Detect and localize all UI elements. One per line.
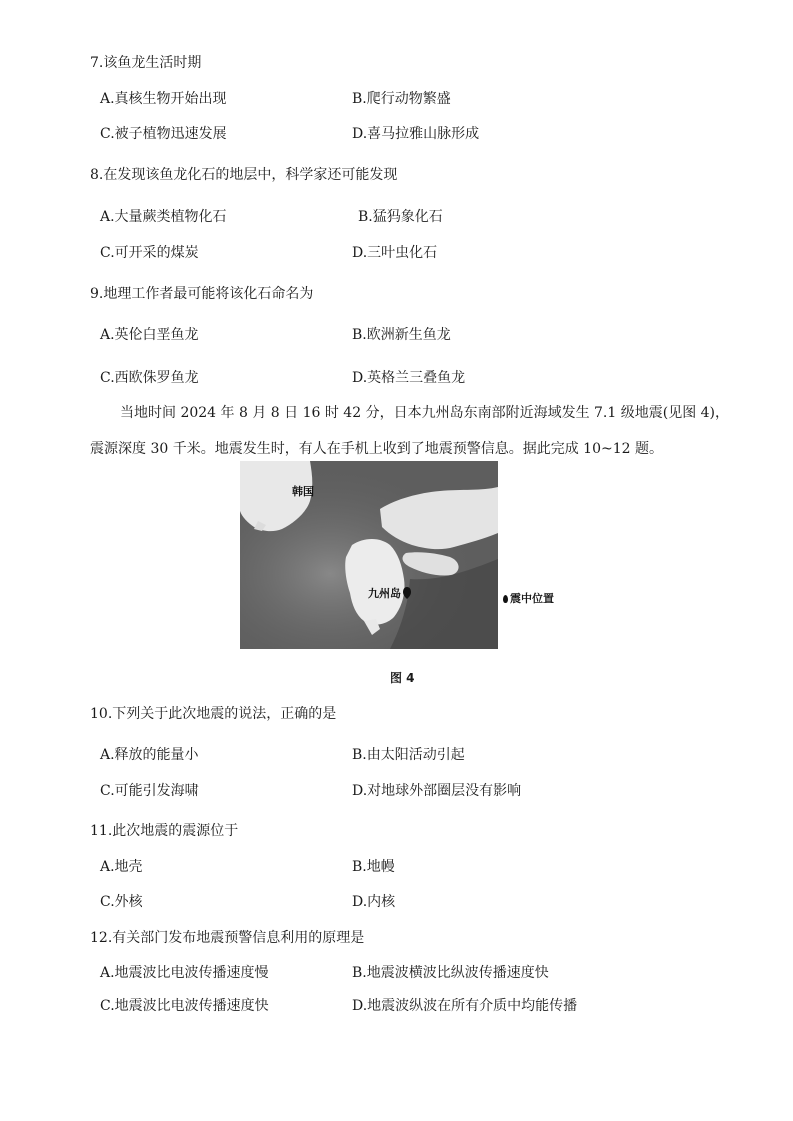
question-12-option-b: B.地震波横波比纵波传播速度快 xyxy=(352,965,549,981)
question-11-option-c: C.外核 xyxy=(100,894,143,910)
question-8-stem: 8.在发现该鱼龙化石的地层中，科学家还可能发现 xyxy=(90,167,398,183)
epicenter-legend-icon xyxy=(503,595,508,603)
figure-caption: 图 4 xyxy=(390,671,415,685)
question-10-option-c: C.可能引发海啸 xyxy=(100,783,199,799)
map-figure xyxy=(240,461,498,649)
question-11-option-b: B.地幔 xyxy=(352,859,395,875)
question-9-option-a: A.英伦白垩鱼龙 xyxy=(100,327,199,343)
question-8-option-c: C.可开采的煤炭 xyxy=(100,245,199,261)
question-8-option-d: D.三叶虫化石 xyxy=(352,245,438,261)
intro-paragraph-line-1: 当地时间 2024 年 8 月 8 日 16 时 42 分，日本九州岛东南部附近海域发生 7.1 级地震(见图 4)， xyxy=(120,405,730,421)
question-11-option-d: D.内核 xyxy=(352,894,396,910)
question-7-option-c: C.被子植物迅速发展 xyxy=(100,126,227,142)
question-11-stem: 11.此次地震的震源位于 xyxy=(90,823,239,839)
question-8-option-a: A.大量蕨类植物化石 xyxy=(100,209,227,225)
question-11-option-a: A.地壳 xyxy=(100,859,143,875)
question-7-option-d: D.喜马拉雅山脉形成 xyxy=(352,126,480,142)
question-9-stem: 9.地理工作者最可能将该化石命名为 xyxy=(90,286,314,302)
question-12-stem: 12.有关部门发布地震预警信息利用的原理是 xyxy=(90,930,365,946)
map-label-kyushu: 九州岛 xyxy=(368,587,401,600)
question-12-option-c: C.地震波比电波传播速度快 xyxy=(100,998,269,1014)
question-12-option-a: A.地震波比电波传播速度慢 xyxy=(100,965,269,981)
question-7-option-a: A.真核生物开始出现 xyxy=(100,91,227,107)
map-label-korea: 韩国 xyxy=(292,485,314,498)
question-12-option-d: D.地震波纵波在所有介质中均能传播 xyxy=(352,998,578,1014)
map-legend xyxy=(503,590,554,606)
question-10-option-d: D.对地球外部圈层没有影响 xyxy=(352,783,522,799)
question-9-option-c: C.西欧侏罗鱼龙 xyxy=(100,370,199,386)
intro-paragraph-line-2: 震源深度 30 千米。地震发生时，有人在手机上收到了地震预警信息。据此完成 10~12 题。 xyxy=(90,441,663,457)
question-7-option-b: B.爬行动物繁盛 xyxy=(352,91,451,107)
question-10-stem: 10.下列关于此次地震的说法，正确的是 xyxy=(90,706,337,722)
question-10-option-b: B.由太阳活动引起 xyxy=(352,747,465,763)
map-legend-label: 震中位置 xyxy=(510,592,554,605)
question-9-option-d: D.英格兰三叠鱼龙 xyxy=(352,370,466,386)
map-drawing xyxy=(240,461,498,649)
question-8-option-b: B.猛犸象化石 xyxy=(358,209,443,225)
question-10-option-a: A.释放的能量小 xyxy=(100,747,199,763)
question-7-stem: 7.该鱼龙生活时期 xyxy=(90,55,202,71)
question-9-option-b: B.欧洲新生鱼龙 xyxy=(352,327,451,343)
